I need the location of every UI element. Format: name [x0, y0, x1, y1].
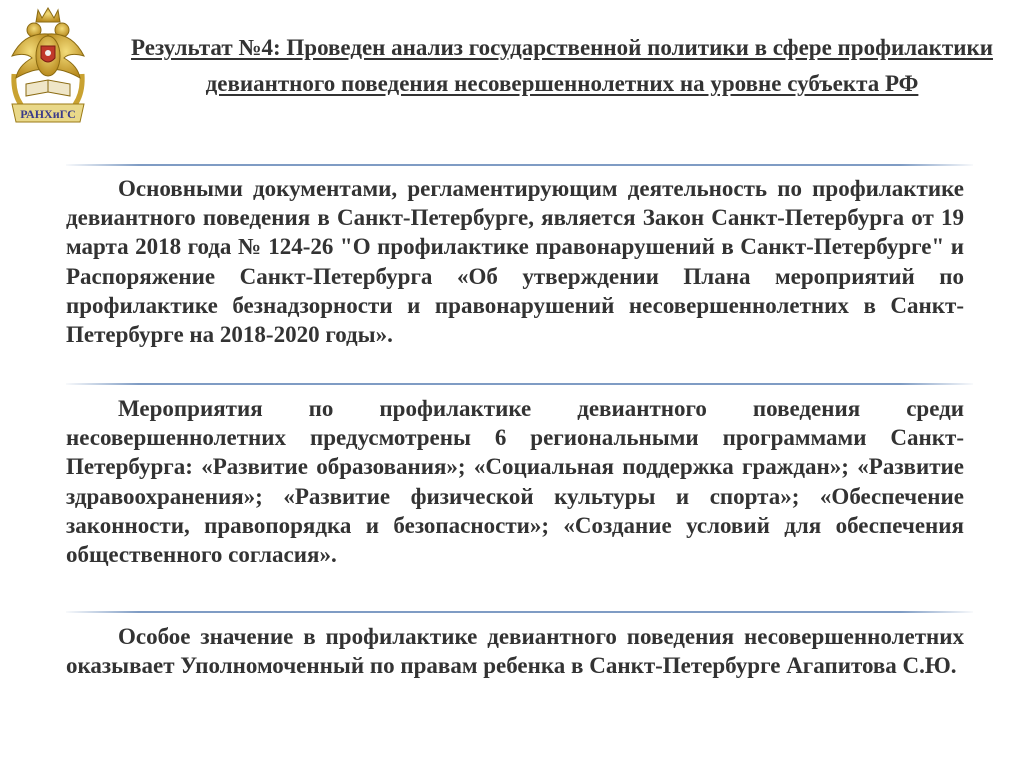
paragraph-3: Особое значение в профилактике девиантного поведения несовершеннолетних оказывает Уполномоченный по правам ребенка в Санкт-Петербурге Агапитова С.Ю. [66, 624, 964, 679]
paragraph-1: Основными документами, регламентирующим деятельность по профилактике девиантного поведения в Санкт-Петербурге, является Закон Санкт-Петербурга от 19 марта 2018 года № 124-26 "О профилактике правонарушений в Санкт-Петербурге" и Распоряжение Санкт-Петербурга «Об утверждении Плана мероприятий по профилактике безнадзорности и правонарушений несовершеннолетних в Санкт-Петербурге на 2018-2020 годы». [66, 176, 964, 348]
divider-middle-2 [66, 611, 973, 613]
slide-title-text: Результат №4: Проведен анализ государственной политики в сфере профилактики девиантного поведения несовершеннолетних на уровне субъекта РФ [131, 35, 993, 96]
ranepa-emblem-icon [4, 4, 92, 132]
emblem-caption: РАНХиГС [20, 107, 76, 121]
slide-title [118, 30, 1006, 102]
paragraph-2: Мероприятия по профилактике девиантного поведения среди несовершеннолетних предусмотрены 6 региональными программами Санкт-Петербурга: «Развитие образования»; «Социальная поддержка граждан»; «Развитие здравоохранения»; «Развитие физической культуры и спорта»; «Обеспечение законности, правопорядка и безопасности»; «Создание условий для обеспечения общественного согласия». [66, 396, 964, 568]
divider-top [66, 164, 973, 166]
divider-middle-1 [66, 383, 973, 385]
